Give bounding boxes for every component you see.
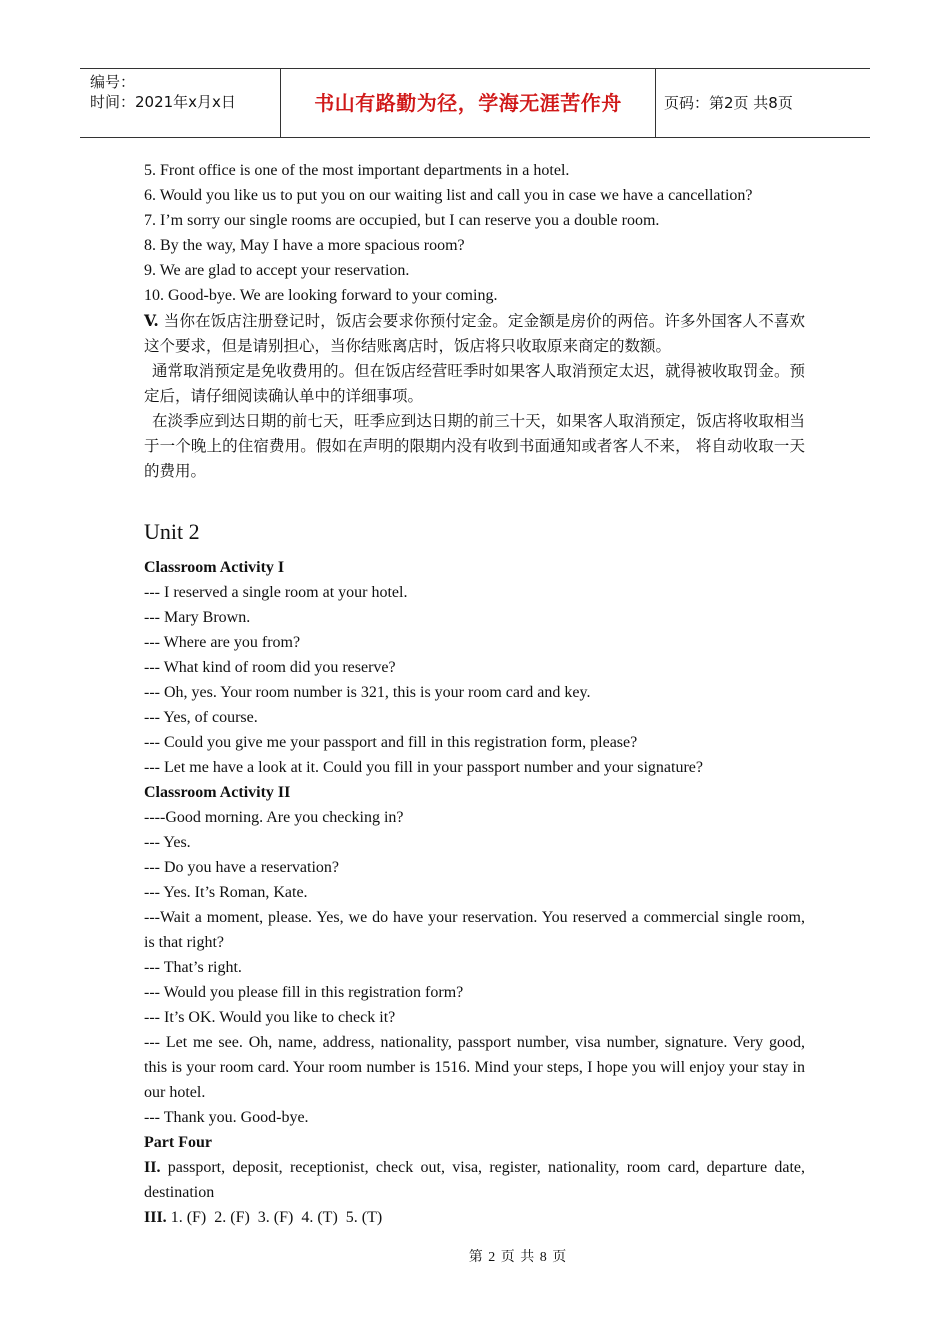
section-v-label: V. (144, 311, 159, 330)
section-v-text-1: 当你在饭店注册登记时，饭店会要求你预付定金。定金额是房价的两倍。许多外国客人不喜欢这个要求，但是请别担心，当你结账离店时，饭店将只收取原来商定的数额。 (144, 312, 805, 355)
header-meta (80, 69, 280, 137)
motto: 书山有路勤为径，学海无涯苦作舟 (314, 91, 622, 115)
dialogue-line: --- Yes. It’s Roman, Kate. (144, 884, 308, 901)
dialogue-line: --- It’s OK. Would you like to check it? (144, 1009, 396, 1026)
serial-label: 编号： (90, 73, 136, 91)
answer-line-10: 10. Good-bye. We are looking forward to your coming. (144, 287, 498, 304)
activity-2-title: Classroom Activity II (144, 784, 291, 801)
dialogue-line: --- Let me have a look at it. Could you fill in your passport number and your signature? (144, 759, 703, 776)
dialogue-line: --- Mary Brown. (144, 609, 251, 626)
header-page-cell (654, 69, 870, 137)
dialogue-line: ---Wait a moment, please. Yes, we do have your reservation. You reserved a commercial single room, is that right? (144, 909, 805, 951)
dialogue-line: --- Yes. (144, 834, 191, 851)
dialogue-line: --- Oh, yes. Your room number is 321, this is your room card and key. (144, 684, 591, 701)
dialogue-line: --- Where are you from? (144, 634, 301, 651)
dialogue-line: ----Good morning. Are you checking in? (144, 809, 404, 826)
part-four-title: Part Four (144, 1134, 212, 1151)
dialogue-line: --- I reserved a single room at your hotel. (144, 584, 408, 601)
dialogue-line: --- Thank you. Good-bye. (144, 1109, 309, 1126)
dialogue-line: --- What kind of room did you reserve? (144, 659, 396, 676)
part-four-iii-label: III. (144, 1209, 167, 1226)
dialogue-line: --- That’s right. (144, 959, 242, 976)
unit-title: Unit 2 (144, 519, 200, 544)
document-body (144, 158, 805, 1230)
dialogue-line: --- Yes, of course. (144, 709, 258, 726)
page-header (80, 68, 870, 138)
dialogue-line: --- Let me see. Oh, name, address, nationality, passport number, visa number, signature. Very good, this is your room card. Your room number is 1516. Mind your steps, I hope you will enjoy your stay in our hotel. (144, 1034, 805, 1101)
header-motto-cell (280, 69, 656, 137)
section-v-para-3: 在淡季应到达日期的前七天，旺季应到达日期的前三十天，如果客人取消预定，饭店将收取相当于一个晚上的住宿费用。假如在声明的限期内没有收到书面通知或者客人不来， 将自动收取一天的费用。 (144, 412, 805, 480)
part-four-iii (144, 1205, 805, 1230)
answer-line-5: 5. Front office is one of the most important departments in a hotel. (144, 162, 570, 179)
part-four-iii-text: 1. (F) 2. (F) 3. (F) 4. (T) 5. (T) (166, 1209, 383, 1226)
dialogue-line: --- Would you please fill in this registration form? (144, 984, 464, 1001)
answer-line-8: 8. By the way, May I have a more spacious room? (144, 237, 465, 254)
section-v-para-1 (144, 308, 805, 359)
date-label: 时间：2021年x月x日 (90, 93, 236, 111)
answer-line-9: 9. We are glad to accept your reservation. (144, 262, 410, 279)
part-four-ii-label: II. (144, 1159, 161, 1176)
part-four-ii-text: passport, deposit, receptionist, check out, visa, register, nationality, room card, departure date, destination (144, 1159, 805, 1201)
page-label: 页码：第2页 共8页 (664, 94, 793, 112)
part-four-ii (144, 1155, 805, 1205)
answer-line-7: 7. I’m sorry our single rooms are occupied, but I can reserve you a double room. (144, 212, 660, 229)
dialogue-line: --- Could you give me your passport and fill in this registration form, please? (144, 734, 638, 751)
dialogue-line: --- Do you have a reservation? (144, 859, 340, 876)
answer-line-6: 6. Would you like us to put you on our waiting list and call you in case we have a cancellation? (144, 187, 753, 204)
activity-1-title: Classroom Activity I (144, 559, 285, 576)
page-footer: 第 2 页 共 8 页 (468, 1250, 568, 1265)
section-v-para-2: 通常取消预定是免收费用的。但在饭店经营旺季时如果客人取消预定太迟，就得被收取罚金。预定后，请仔细阅读确认单中的详细事项。 (144, 362, 805, 405)
